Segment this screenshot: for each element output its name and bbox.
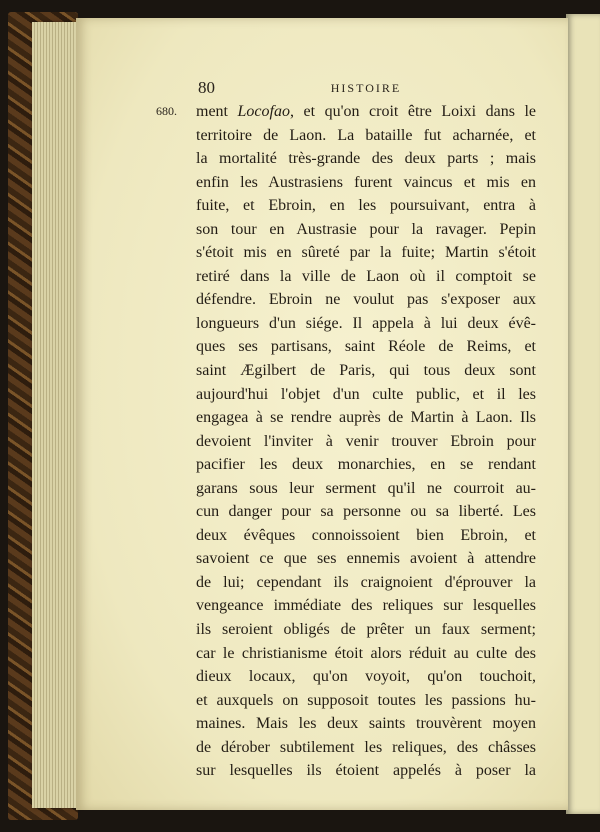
text-line: garans sous leur serment qu'il ne courroit au- bbox=[196, 479, 536, 497]
text-line: ils seroient obligés de prêter un faux serment; bbox=[196, 621, 536, 639]
text-line: et auxquels on supposoit toutes les passions hu- bbox=[196, 691, 536, 709]
text-line: de dérober subtilement les reliques, des châsses bbox=[196, 738, 536, 756]
text-line: longueurs d'un siége. Il appela à lui deux évê- bbox=[196, 314, 536, 332]
text-line: ques ses partisans, saint Réole de Reims, et bbox=[196, 338, 536, 356]
text-line: retiré dans la ville de Laon où il comptoit se bbox=[196, 267, 536, 285]
text-line: défendre. Ebroin ne voulut pas s'exposer aux bbox=[196, 291, 536, 309]
text-line: cun danger pour sa personne ou sa liberté. Les bbox=[196, 503, 536, 521]
italic-place-name: Locofao bbox=[237, 103, 290, 120]
facing-page-edge bbox=[566, 14, 600, 814]
text-line: fuite, et Ebroin, en les poursuivant, entra à bbox=[196, 197, 536, 215]
page-number: 80 bbox=[198, 78, 215, 97]
text-fragment: , et qu'on croit être Loixi dans le bbox=[289, 103, 536, 120]
text-line: s'étoit mis en sûreté par la fuite; Martin s'étoit bbox=[196, 244, 536, 262]
text-line: sur lesquelles ils étoient appelés à poser la bbox=[196, 762, 536, 780]
text-line: savoient ce que ses ennemis avoient à attendre bbox=[196, 550, 536, 568]
text-line: devoient l'inviter à venir trouver Ebroin pour bbox=[196, 432, 536, 450]
text-line: territoire de Laon. La bataille fut acharnée, et bbox=[196, 126, 536, 144]
text-line: dieux locaux, qu'on voyoit, qu'on touchoit, bbox=[196, 668, 536, 686]
page-body-text bbox=[196, 100, 536, 783]
text-line bbox=[196, 100, 536, 124]
page-header bbox=[198, 78, 534, 100]
page-stack-edges bbox=[32, 22, 80, 808]
text-line: saint Ægilbert de Paris, qui tous deux sont bbox=[196, 362, 536, 380]
text-line: son tour en Austrasie pour la ravager. Pepin bbox=[196, 220, 536, 238]
text-line: enfin les Austrasiens furent vaincus et mis en bbox=[196, 173, 536, 191]
text-line: vengeance immédiate des reliques sur lesquelles bbox=[196, 597, 536, 615]
margin-year-note: 680. bbox=[156, 104, 177, 118]
text-line: de lui; cependant ils craignoient d'éprouver la bbox=[196, 573, 536, 591]
text-line: maines. Mais les deux saints trouvèrent moyen bbox=[196, 715, 536, 733]
text-line: engagea à se rendre auprès de Martin à Laon. Ils bbox=[196, 409, 536, 427]
text-line: car le christianisme étoit alors réduit au culte des bbox=[196, 644, 536, 662]
text-fragment: ment bbox=[196, 103, 238, 120]
text-line: la mortalité très-grande des deux parts ; mais bbox=[196, 150, 536, 168]
text-line: aujourd'hui l'objet d'un culte public, et il les bbox=[196, 385, 536, 403]
text-line: deux évêques connoissoient bien Ebroin, et bbox=[196, 526, 536, 544]
running-title: HISTOIRE bbox=[330, 81, 402, 95]
text-line: pacifier les deux monarchies, en se rendant bbox=[196, 456, 536, 474]
